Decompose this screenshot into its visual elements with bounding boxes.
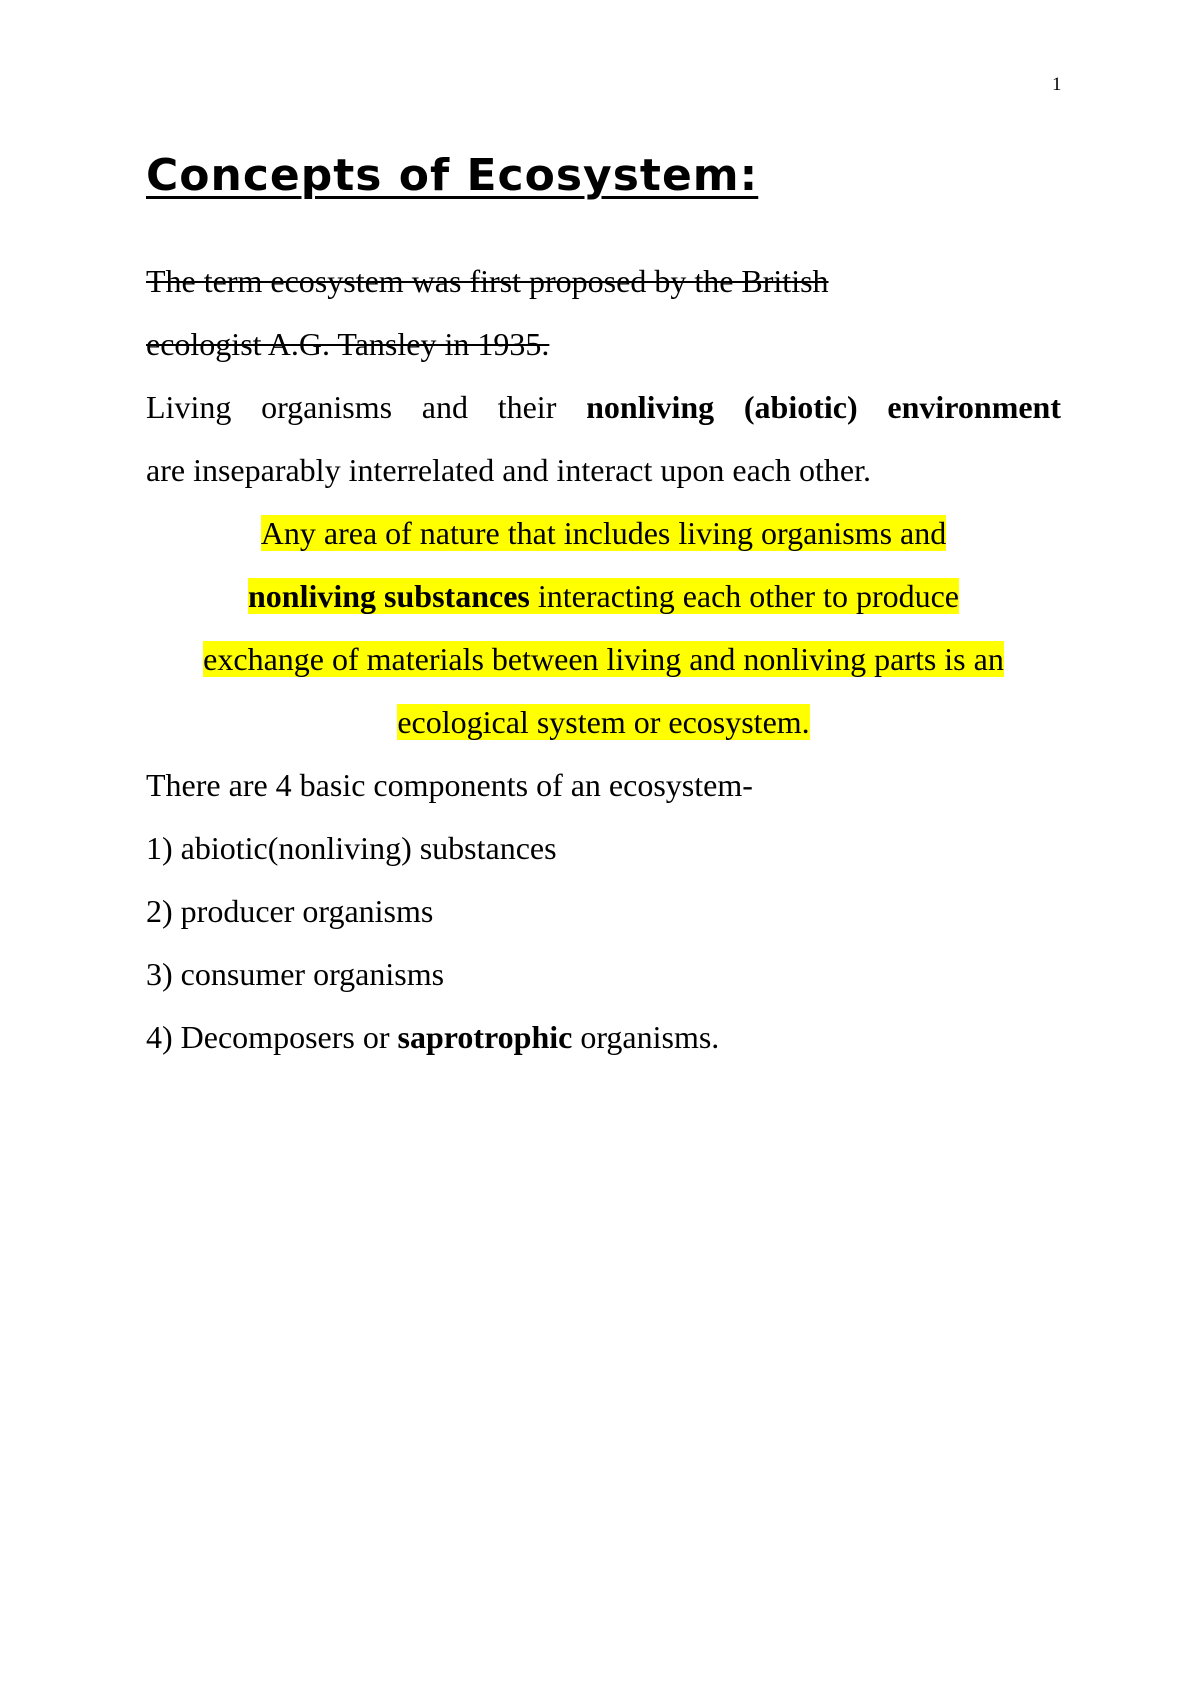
bold-term-saprotrophic: saprotrophic <box>397 1019 573 1055</box>
paragraph-line-1-text: Living organisms and their <box>146 389 587 425</box>
highlighted-line-2 <box>248 578 959 614</box>
highlighted-line-1: Any area of nature that includes living organisms and <box>260 515 947 551</box>
list-item: 3) consumer organisms <box>146 956 445 992</box>
paragraph-line-2: are inseparably interrelated and interact upon each other. <box>146 452 871 488</box>
highlighted-line-2-text: interacting each other to produce <box>529 578 959 614</box>
struck-line-2: ecologist A.G. Tansley in 1935. <box>146 326 550 362</box>
components-intro: There are 4 basic components of an ecosystem- <box>146 767 753 803</box>
list-item: 2) producer organisms <box>146 893 434 929</box>
list-item-4-post: organisms. <box>572 1019 720 1055</box>
struck-line-1: The term ecosystem was first proposed by the British <box>146 263 829 299</box>
list-item: 1) abiotic(nonliving) substances <box>146 830 557 866</box>
bold-term-nonliving-substances: nonliving substances <box>247 578 530 614</box>
highlighted-paragraph <box>146 502 1061 754</box>
highlighted-line-4: ecological system or ecosystem. <box>397 704 810 740</box>
document-text <box>146 250 1061 1069</box>
page-number: 1 <box>1052 74 1062 95</box>
highlighted-line-3: exchange of materials between living and nonliving parts is an <box>203 641 1004 677</box>
paragraph-line-1 <box>146 376 1061 439</box>
list-item <box>146 1006 1061 1069</box>
bold-term-nonliving-environment: nonliving (abiotic) environment <box>586 389 1062 425</box>
list-item-4-pre: 4) Decomposers or <box>146 1019 398 1055</box>
document-title: Concepts of Ecosystem: <box>146 150 759 201</box>
document-body <box>146 150 1061 1069</box>
